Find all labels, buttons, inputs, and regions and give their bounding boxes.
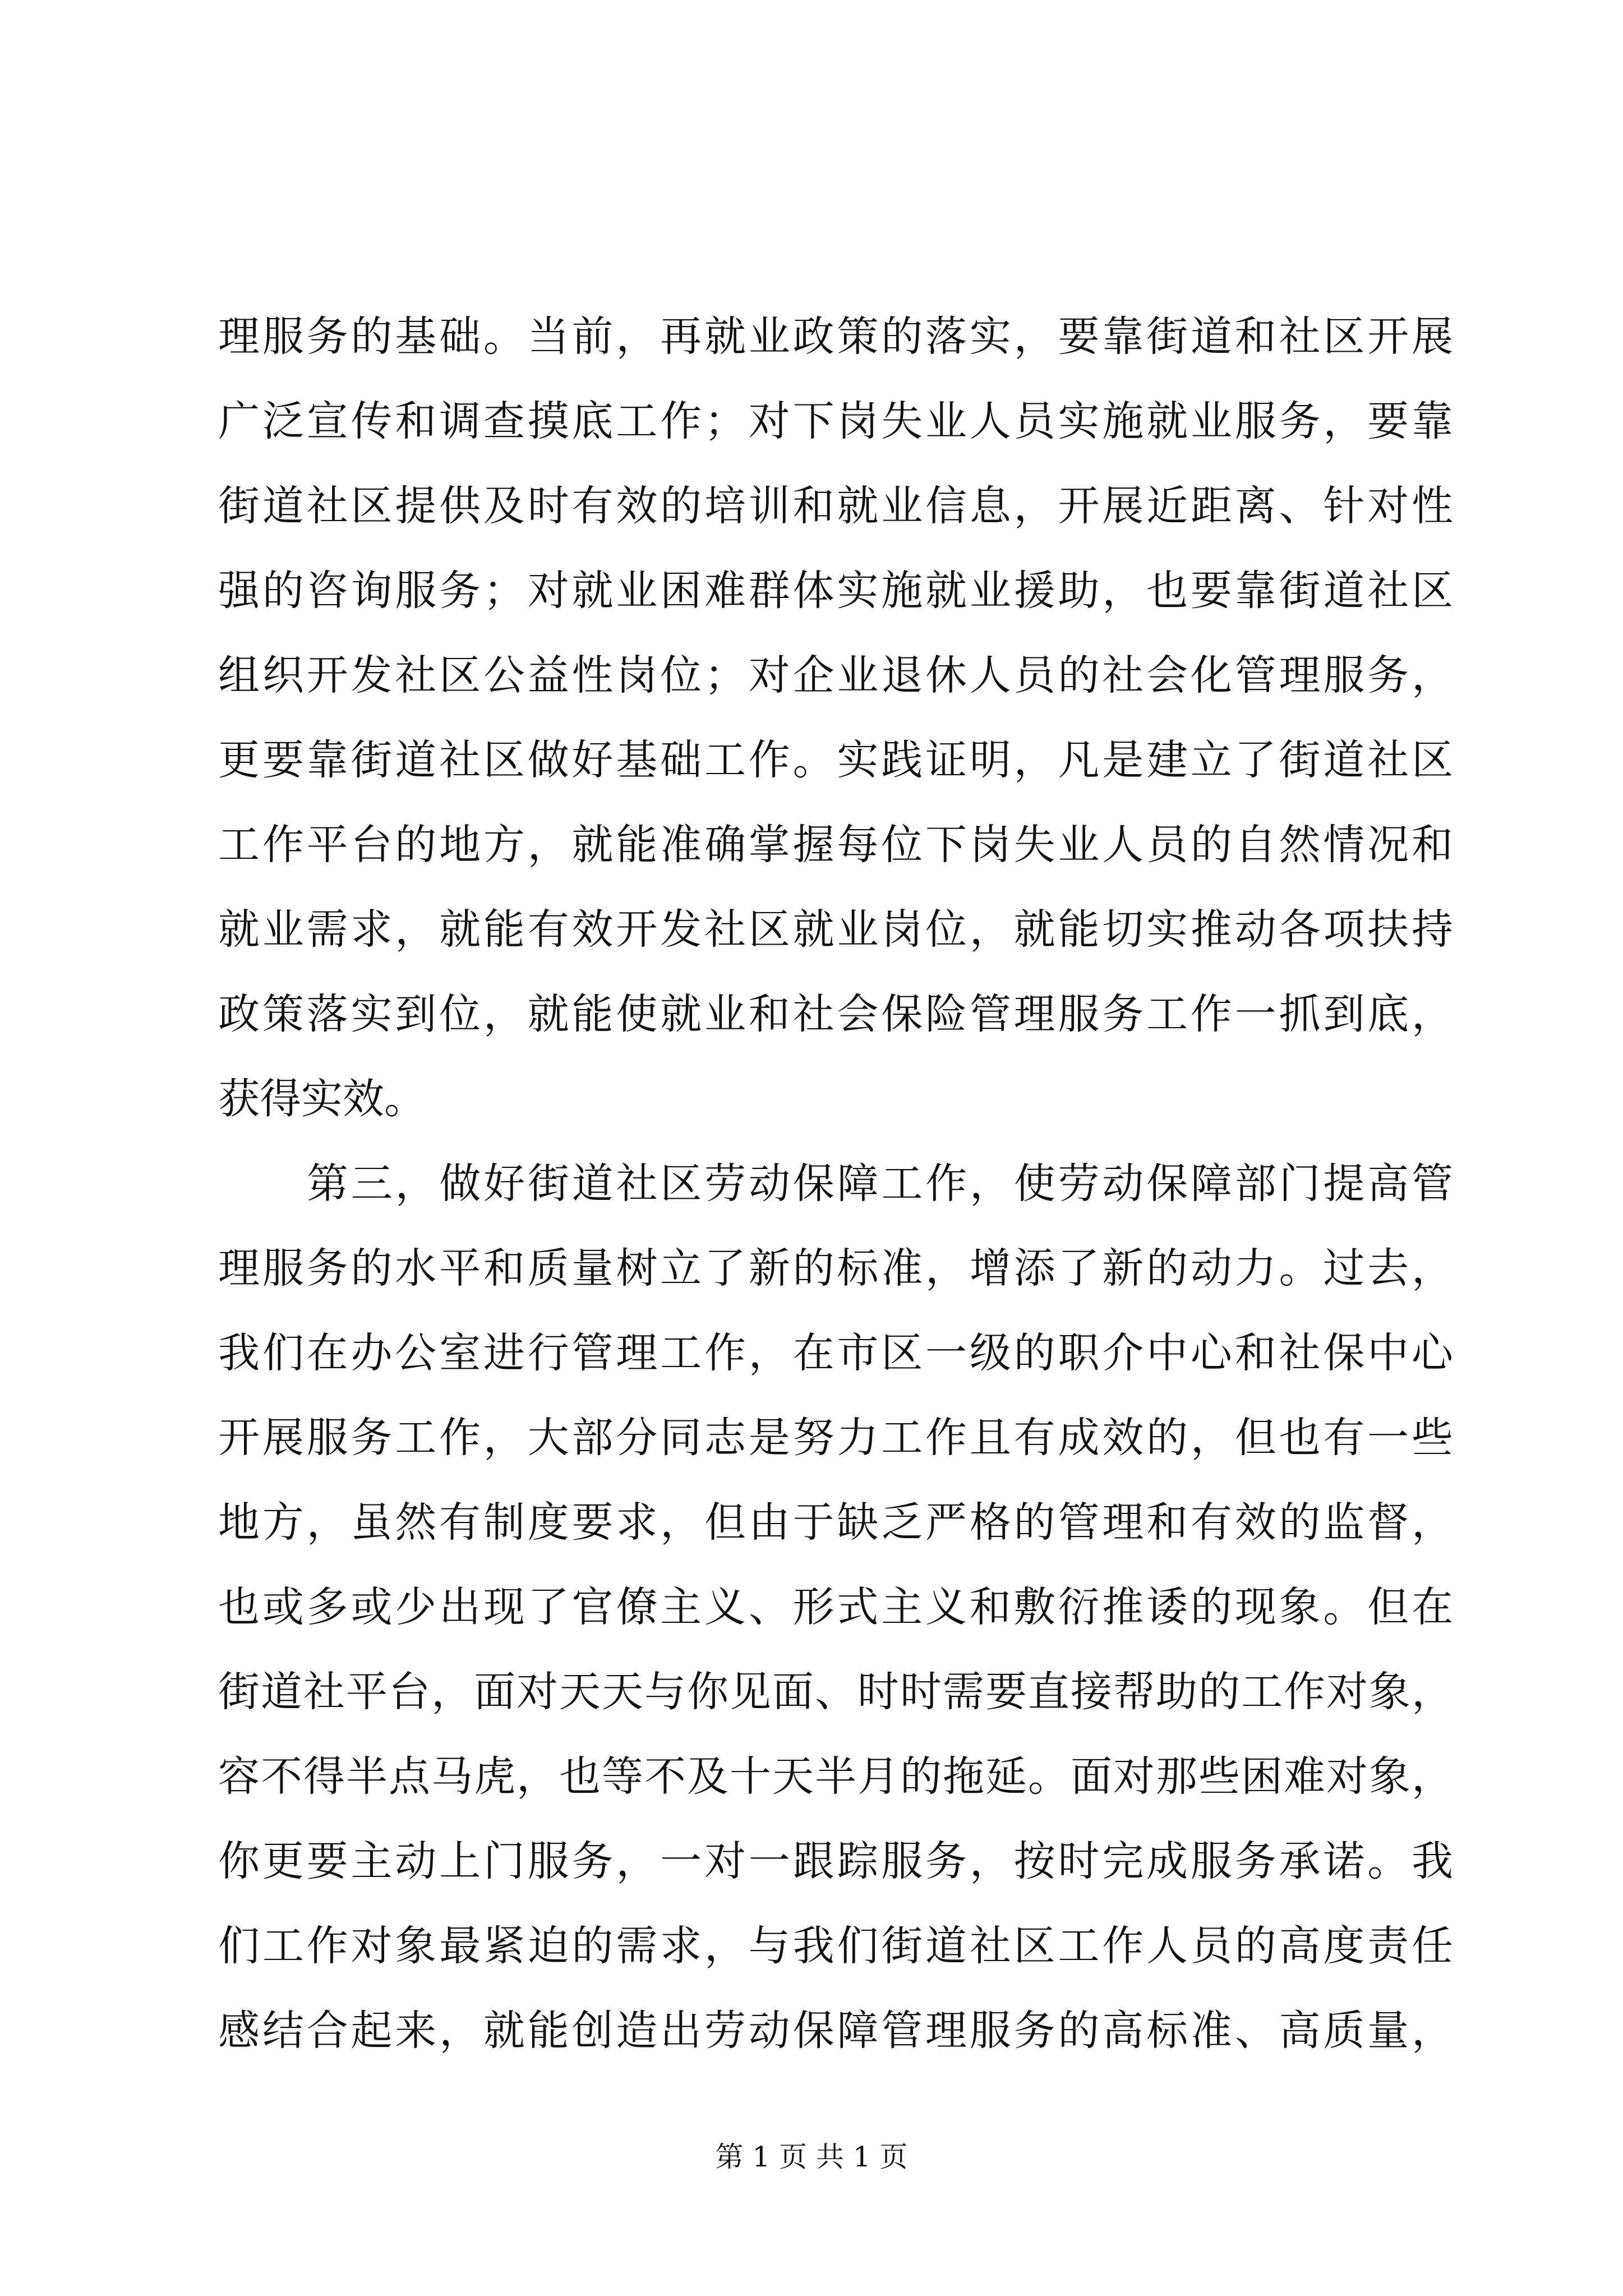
page-footer: 第 1 页 共 1 页 <box>715 2141 908 2173</box>
body-line: 广泛宣传和调查摸底工作；对下岗失业人员实施就业服务，要靠 <box>218 397 1453 445</box>
body-line: 你更要主动上门服务，一对一跟踪服务，按时完成服务承诺。我 <box>218 1837 1453 1885</box>
body-line: 开展服务工作，大部分同志是努力工作且有成效的，但也有一些 <box>218 1414 1453 1462</box>
body-line: 组织开发社区公益性岗位；对企业退休人员的社会化管理服务， <box>218 651 1453 700</box>
body-line: 理服务的基础。当前，再就业政策的落实，要靠街道和社区开展 <box>218 312 1453 361</box>
body-line: 感结合起来，就能创造出劳动保障管理服务的高标准、高质量， <box>218 2007 1453 2055</box>
paragraph <box>218 295 1453 1142</box>
body-line: 工作平台的地方，就能准确掌握每位下岗失业人员的自然情况和 <box>218 821 1453 869</box>
body-line: 政策落实到位，就能使就业和社会保险管理服务工作一抓到底， <box>218 990 1453 1038</box>
document-body <box>218 295 1453 2073</box>
body-line: 地方，虽然有制度要求，但由于缺乏严格的管理和有效的监督， <box>218 1498 1453 1547</box>
body-line: 也或多或少出现了官僚主义、形式主义和敷衍推诿的现象。但在 <box>218 1583 1453 1631</box>
body-line: 就业需求，就能有效开发社区就业岗位，就能切实推动各项扶持 <box>218 905 1453 954</box>
body-line: 容不得半点马虎，也等不及十天半月的拖延。面对那些困难对象， <box>218 1752 1453 1801</box>
body-line: 们工作对象最紧迫的需求，与我们街道社区工作人员的高度责任 <box>218 1922 1453 1970</box>
body-line: 强的咨询服务；对就业困难群体实施就业援助，也要靠街道社区 <box>218 567 1453 615</box>
body-line: 获得实效。 <box>218 1075 426 1123</box>
body-line: 第三，做好街道社区劳动保障工作，使劳动保障部门提高管 <box>307 1159 1453 1208</box>
paragraph <box>218 1142 1453 2073</box>
body-line: 理服务的水平和质量树立了新的标准，增添了新的动力。过去， <box>218 1244 1453 1292</box>
body-line: 更要靠街道社区做好基础工作。实践证明，凡是建立了街道社区 <box>218 736 1453 784</box>
body-line: 街道社区提供及时有效的培训和就业信息，开展近距离、针对性 <box>218 482 1453 530</box>
body-line: 街道社平台，面对天天与你见面、时时需要直接帮助的工作对象， <box>218 1668 1453 1716</box>
body-line: 我们在办公室进行管理工作，在市区一级的职介中心和社保中心 <box>218 1329 1453 1377</box>
